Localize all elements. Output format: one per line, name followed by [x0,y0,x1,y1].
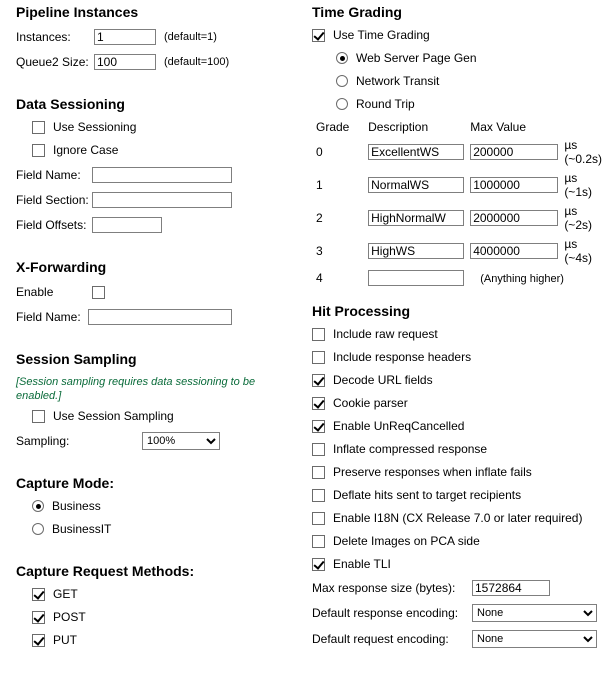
sampling-select[interactable] [142,432,220,450]
grading-mode-round-trip-radio[interactable] [336,98,348,110]
grade-description-input[interactable] [368,144,464,160]
inflate-compressed-response-label: Inflate compressed response [333,442,488,456]
hit-option-delete-images-row[interactable] [312,534,602,548]
grade-description-cell [368,270,470,291]
grading-mode-round-trip-row[interactable] [336,97,602,111]
grade-max-value-input[interactable] [470,177,558,193]
default-request-encoding-select[interactable] [472,630,597,648]
right-column [312,4,602,656]
default-response-encoding-label: Default response encoding: [312,606,459,620]
hit-option-include-response-headers-row[interactable] [312,350,602,364]
grade-description-cell [368,204,470,237]
field-offsets-row [16,216,308,234]
grade-description-input[interactable] [368,243,464,259]
grade-description-input[interactable] [368,270,464,286]
grading-mode-page-gen-row[interactable] [336,51,602,65]
grade-value: 0 [316,145,323,159]
queue2-size-label: Queue2 Size: [16,55,89,69]
x-forwarding-heading: X-Forwarding [16,259,107,275]
field-offsets-input[interactable] [92,217,162,233]
grade-description-input[interactable] [368,210,464,226]
spacer [16,545,308,563]
grade-units-label: µs (~4s) [564,237,592,265]
use-sessioning-row[interactable] [32,120,308,134]
x-forwarding-enable-row [16,283,308,301]
instances-label: Instances: [16,30,71,44]
grade-description-cell [368,237,470,270]
grade-max-cell [470,204,564,237]
x-forwarding-field-name-label: Field Name: [16,310,81,324]
ignore-case-checkbox[interactable] [32,144,45,157]
delete-images-label: Delete Images on PCA side [333,534,480,548]
capture-mode-business-label: Business [52,499,101,513]
grade-max-cell [470,270,602,291]
table-row [316,171,602,204]
pipeline-instances-heading: Pipeline Instances [16,4,139,20]
hit-option-include-raw-request-row[interactable] [312,327,602,341]
ignore-case-row[interactable] [32,143,308,157]
x-forwarding-field-name-input[interactable] [88,309,232,325]
capture-mode-businessit-row[interactable] [32,522,308,536]
field-name-row [16,166,308,184]
grade-max-cell [470,237,564,270]
deflate-hits-label: Deflate hits sent to target recipients [333,488,522,502]
grade-value: 3 [316,244,323,258]
grading-mode-network-transit-row[interactable] [336,74,602,88]
queue2-default-note: (default=100) [164,56,230,68]
field-section-row [16,191,308,209]
capture-mode-heading: Capture Mode: [16,475,114,491]
hit-option-enable-i18n-row[interactable] [312,511,602,525]
grade-max-cell [470,171,564,204]
field-offsets-label: Field Offsets: [16,218,87,232]
method-post-checkbox[interactable] [32,611,45,624]
method-get-checkbox[interactable] [32,588,45,601]
grade-description-cell [368,138,470,171]
session-sampling-note: [Session sampling requires data sessioning to be enabled.] [16,376,256,402]
delete-images-checkbox[interactable] [312,535,325,548]
capture-mode-businessit-label: BusinessIT [52,522,112,536]
max-value-column-header: Max Value [470,120,527,134]
method-post-row[interactable] [32,610,308,624]
enable-i18n-checkbox[interactable] [312,512,325,525]
spacer [16,333,308,351]
grading-mode-page-gen-label: Web Server Page Gen [356,51,477,65]
use-time-grading-label: Use Time Grading [333,28,430,42]
instances-input[interactable] [94,29,156,45]
max-response-size-row [312,580,602,596]
enable-unreqcancelled-label: Enable UnReqCancelled [333,419,465,433]
grade-column-header: Grade [316,120,350,134]
units-column-header [564,120,602,138]
table-header-row [316,120,602,138]
grade-value: 4 [316,271,323,285]
hit-option-preserve-responses-row[interactable] [312,465,602,479]
x-forwarding-enable-checkbox[interactable] [92,286,105,299]
grade-units-label: µs (~2s) [564,204,592,232]
queue2-size-row [16,53,308,71]
queue2-size-input[interactable] [94,54,156,70]
time-grading-heading: Time Grading [312,4,402,20]
grade-max-value-input[interactable] [470,243,558,259]
ignore-case-label: Ignore Case [53,143,119,157]
method-get-label: GET [53,587,78,601]
enable-tli-label: Enable TLI [333,557,391,571]
grade-max-value-input[interactable] [470,210,558,226]
inflate-compressed-response-checkbox[interactable] [312,443,325,456]
use-session-sampling-row[interactable] [32,409,308,423]
hit-option-cookie-parser-row[interactable] [312,396,602,410]
use-sessioning-checkbox[interactable] [32,121,45,134]
grading-mode-page-gen-radio[interactable] [336,52,348,64]
hit-option-deflate-hits-row[interactable] [312,488,602,502]
grade-description-input[interactable] [368,177,464,193]
left-column [16,4,308,656]
x-forwarding-field-name-row [16,308,308,326]
include-response-headers-checkbox[interactable] [312,351,325,364]
grade-units-label: µs (~0.2s) [564,138,602,166]
grade-units-label: µs (~1s) [564,171,592,199]
grade-value: 2 [316,211,323,225]
hit-option-inflate-compressed-response-row[interactable] [312,442,602,456]
table-row [316,204,602,237]
use-sessioning-label: Use Sessioning [53,120,137,134]
default-request-encoding-row [312,630,602,648]
spacer [16,457,308,475]
hit-processing-heading: Hit Processing [312,303,411,319]
spacer [312,291,602,303]
default-request-encoding-label: Default request encoding: [312,632,449,646]
table-row [316,138,602,171]
grade-units-label: (Anything higher) [480,273,564,285]
description-column-header: Description [368,120,429,134]
spacer [16,78,308,96]
use-session-sampling-label: Use Session Sampling [53,409,174,423]
session-sampling-heading: Session Sampling [16,351,137,367]
instances-row [16,28,308,46]
capture-request-methods-heading: Capture Request Methods: [16,563,195,579]
include-raw-request-label: Include raw request [333,327,438,341]
include-raw-request-checkbox[interactable] [312,328,325,341]
grade-max-cell [470,138,564,171]
deflate-hits-checkbox[interactable] [312,489,325,502]
hit-option-enable-tli-row[interactable] [312,557,602,571]
enable-tli-checkbox[interactable] [312,558,325,571]
field-section-input[interactable] [92,192,232,208]
capture-mode-businessit-radio[interactable] [32,523,44,535]
use-session-sampling-checkbox[interactable] [32,410,45,423]
grading-mode-network-transit-label: Network Transit [356,74,440,88]
time-grading-table [316,120,602,291]
table-row [316,237,602,270]
method-get-row[interactable] [32,587,308,601]
x-forwarding-enable-label: Enable [16,285,54,299]
sampling-label: Sampling: [16,434,70,448]
grade-description-cell [368,171,470,204]
capture-mode-business-row[interactable] [32,499,308,513]
decode-url-fields-checkbox[interactable] [312,374,325,387]
max-response-size-input[interactable] [472,580,550,596]
enable-unreqcancelled-checkbox[interactable] [312,420,325,433]
grade-value: 1 [316,178,323,192]
preserve-responses-label: Preserve responses when inflate fails [333,465,532,479]
preserve-responses-checkbox[interactable] [312,466,325,479]
use-time-grading-checkbox[interactable] [312,29,325,42]
cookie-parser-checkbox[interactable] [312,397,325,410]
decode-url-fields-label: Decode URL fields [333,373,433,387]
field-name-input[interactable] [92,167,232,183]
sampling-row [16,432,308,450]
cookie-parser-label: Cookie parser [333,396,408,410]
hit-option-decode-url-fields-row[interactable] [312,373,602,387]
hit-option-enable-unreqcancelled-row[interactable] [312,419,602,433]
field-name-label: Field Name: [16,168,81,182]
table-row [316,270,602,291]
grading-mode-network-transit-radio[interactable] [336,75,348,87]
capture-mode-business-radio[interactable] [32,500,44,512]
data-sessioning-heading: Data Sessioning [16,96,125,112]
method-put-label: PUT [53,633,77,647]
method-put-checkbox[interactable] [32,634,45,647]
use-time-grading-row[interactable] [312,28,602,42]
grade-max-value-input[interactable] [470,144,558,160]
enable-i18n-label: Enable I18N (CX Release 7.0 or later required) [333,511,583,525]
include-response-headers-label: Include response headers [333,350,472,364]
default-response-encoding-select[interactable] [472,604,597,622]
grading-mode-round-trip-label: Round Trip [356,97,415,111]
instances-default-note: (default=1) [164,31,217,43]
default-response-encoding-row [312,604,602,622]
method-post-label: POST [53,610,86,624]
field-section-label: Field Section: [16,193,89,207]
method-put-row[interactable] [32,633,308,647]
spacer [16,241,308,259]
max-response-size-label: Max response size (bytes): [312,581,456,595]
